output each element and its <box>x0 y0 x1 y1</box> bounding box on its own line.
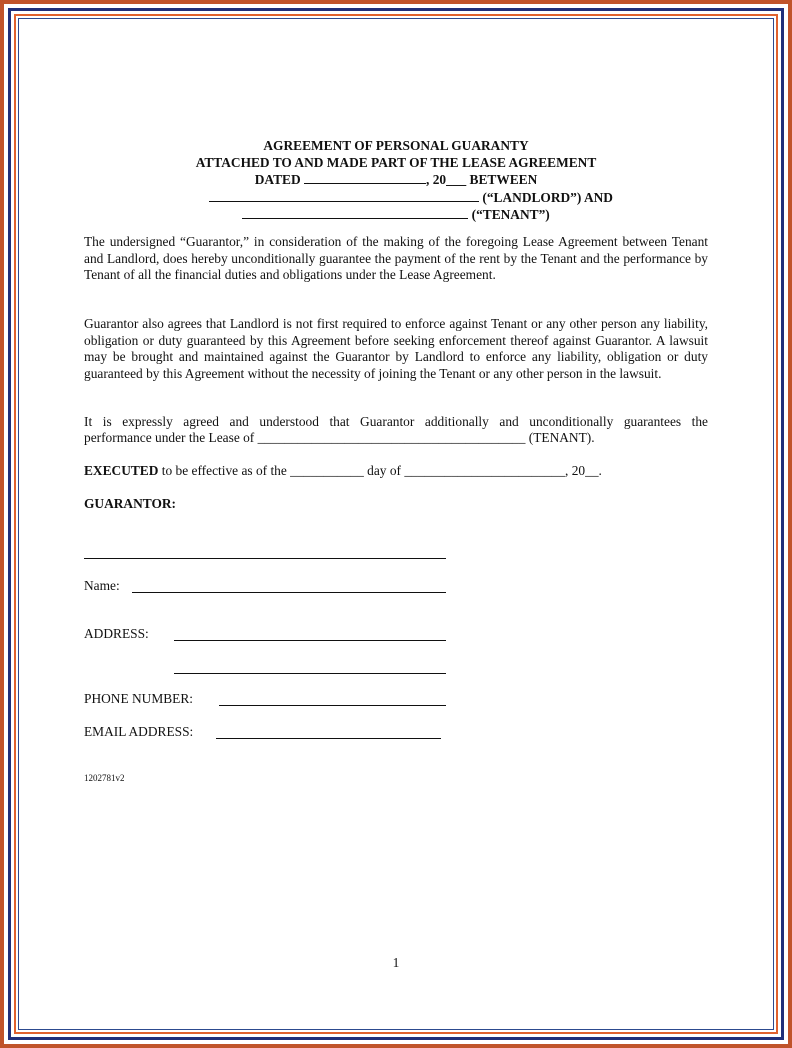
document-title <box>84 138 708 224</box>
paragraph-enforcement: Guarantor also agrees that Landlord is not first required to enforce against Tenant or any other person any liability, obligation or duty guaranteed by this Agreement before seeking enforcement thereof against Guarantor. A lawsuit may be brought and maintained against the Guarantor by Landlord to enforce any liability, obligation or duty guaranteed by this Agreement without the necessity of joining the Tenant or any other person in the lawsuit. <box>84 316 708 381</box>
paragraph-additional-line-2: performance under the Lease of ________________________________________ (TENANT). <box>84 430 595 445</box>
tenant-label: (“TENANT”) <box>471 207 550 222</box>
tenant-blank <box>242 206 468 219</box>
executed-text: to be effective as of the ___________ day of ________________________, 20__. <box>158 463 602 478</box>
signature-line[interactable] <box>84 557 446 559</box>
email-field-line[interactable] <box>216 737 441 739</box>
address-field-line-1[interactable] <box>174 639 446 641</box>
name-field-line[interactable] <box>132 591 446 593</box>
title-line-1: AGREEMENT OF PERSONAL GUARANTY <box>263 138 529 153</box>
phone-field-line[interactable] <box>219 704 446 706</box>
guarantor-heading: GUARANTOR: <box>84 496 177 511</box>
name-label: Name: <box>84 578 120 593</box>
document-id: 1202781v2 <box>84 773 125 783</box>
landlord-label: (“LANDLORD”) AND <box>482 189 613 205</box>
dated-year: , 20___ BETWEEN <box>426 172 538 187</box>
paragraph-guarantee: The undersigned “Guarantor,” in consideration of the making of the foregoing Lease Agreement between Tenant and Landlord, does hereby unconditionally guarantee the payment of the rent by the Tenant and the performance by Tenant of all the financial duties and obligations under the Lease Agreement. <box>84 234 708 282</box>
title-line-4 <box>84 189 708 207</box>
email-label: EMAIL ADDRESS: <box>84 724 194 739</box>
page-number: 1 <box>392 955 400 970</box>
executed-label: EXECUTED <box>84 463 159 478</box>
title-line-2: ATTACHED TO AND MADE PART OF THE LEASE AGREEMENT <box>195 154 597 170</box>
title-line-3 <box>84 171 708 189</box>
dated-label: DATED <box>254 172 301 187</box>
address-label: ADDRESS: <box>84 626 149 641</box>
executed-line <box>84 463 602 480</box>
paragraph-additional-line-1: It is expressly agreed and understood that Guarantor additionally and unconditionally guarantees the <box>84 414 708 429</box>
address-field-line-2[interactable] <box>174 672 446 674</box>
title-line-5 <box>84 206 708 224</box>
phone-label: PHONE NUMBER: <box>84 691 193 706</box>
dated-blank <box>304 171 426 184</box>
landlord-blank <box>209 189 479 202</box>
document-page <box>84 0 708 1048</box>
